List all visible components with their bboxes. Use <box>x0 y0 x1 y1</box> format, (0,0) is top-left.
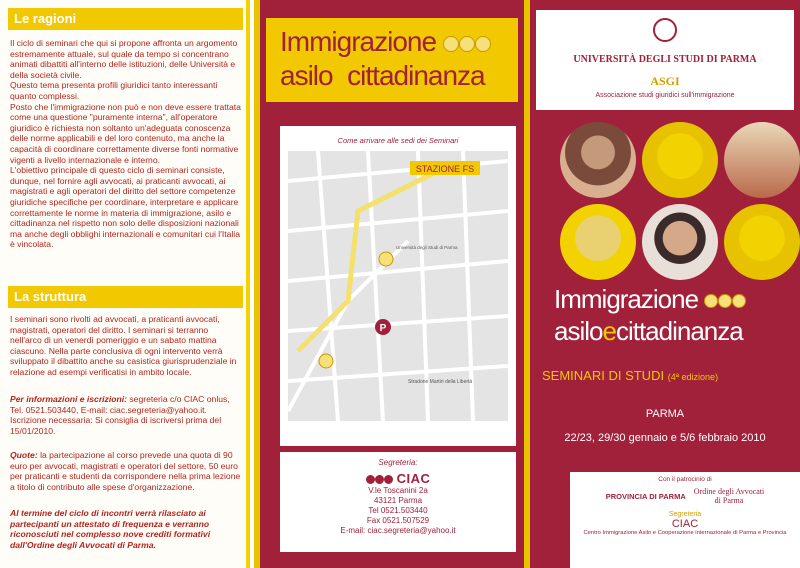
ciac-fax: Fax 0521.507529 <box>366 516 430 526</box>
city-map[interactable] <box>288 151 508 421</box>
ciac-tel: Tel 0521.503440 <box>368 506 428 516</box>
info-label: Per informazioni e iscrizioni: <box>10 394 127 404</box>
info-text <box>10 394 242 436</box>
middle-title-asilo: asilo <box>280 60 333 91</box>
quote-label: Quote: <box>10 450 38 460</box>
photo-circle <box>642 204 718 280</box>
ciac-email[interactable]: E-mail: ciac.segreteria@yahoo.it <box>340 526 456 536</box>
edition-label: (4ª edizione) <box>667 372 719 382</box>
provincia-logo: PROVINCIA DI PARMA <box>605 491 686 501</box>
map-uni-label: Università degli Studi di Parma <box>396 245 458 250</box>
map-box <box>280 126 516 446</box>
asgi-logo: ASGI <box>650 74 680 88</box>
photo-circle <box>724 204 800 280</box>
seminari-label: SEMINARI DI STUDI <box>542 368 665 383</box>
ragioni-paragraph-4: L'obiettivo principale di questo ciclo di seminari consiste, dunque, nel fornire agli avvocati, ai praticanti avvocati, ai magistrati e agli operatori del diritto del settore competenze giuridiche specifiche per coordinare, interpretare e applicare correttamente le norme in materia di immigrazione, asilo e cittadinanza nel rispetto non solo delle disposizioni nazionali ma anche degli obblighi internazionali e comunitari cui l'Italia è vincolata. <box>10 165 240 250</box>
middle-title-line1 <box>280 26 491 58</box>
section-title-struttura: La struttura <box>8 286 243 308</box>
ordine-line1: Ordine degli Avvocati <box>693 487 765 496</box>
right-title-asilo: asilo <box>554 316 603 346</box>
university-name: UNIVERSITÀ DEGLI STUDI DI PARMA <box>573 54 757 65</box>
ragioni-paragraph-1: Il ciclo di seminari che qui si propone affronta un argomento estremamente attuale, sul quale da tempo si concentrano animati dibattiti all'interno delle istituzioni, delle Università e della società civile. <box>10 38 238 80</box>
dates-label: 22/23, 29/30 gennaio e 5/6 febbraio 2010 <box>564 432 766 444</box>
middle-title-cittadinanza: cittadinanza <box>347 60 485 91</box>
info-body: segreteria c/o CIAC onlus, Tel. 0521.503440, E-mail: ciac.segreteria@yahoo.it. Iscrizione necessaria: Si consiglia di iscriversi prima del 15/01/2010. <box>10 394 230 436</box>
quote-body: la partecipazione al corso prevede una quota di 90 euro per avvocati, magistrati e operatori del settore, 50 euro per praticanti e studenti da corrispondere nella prima lezione a titolo di contributo alle spese d'organizzazione. <box>10 450 241 492</box>
right-panel <box>530 0 800 568</box>
ciac-fullname: Centro Immigrazione Asilo e Cooperazione internazionale di Parma e Provincia <box>583 530 787 536</box>
patrocinio-box <box>570 472 800 568</box>
seminari-subtitle <box>542 368 792 383</box>
asgi-subtitle: Associazione studi giuridici sull'immigrazione <box>595 92 735 99</box>
right-title-cittadinanza: cittadinanza <box>615 316 743 346</box>
face-dot-icon <box>459 36 475 52</box>
ordine-logo <box>694 487 765 505</box>
struttura-paragraph: I seminari sono rivolti ad avvocati, a praticanti avvocati, magistrati, operatori del diritto. I seminari si terranno nell'arco di un venerdì pomeriggio e un sabato mattina ciascuno. Nella parte conclusiva di ogni intervento verrà sviluppato il dibattito anche su casistica giurisprudenziale in relazione ad esempi verificatisi in ambito locale. <box>10 314 237 377</box>
middle-title-word1: Immigrazione <box>280 26 437 57</box>
face-dot-icon <box>704 294 718 308</box>
middle-panel <box>254 0 530 568</box>
quote-text <box>10 450 242 492</box>
segreteria-label-right: Segreteria <box>668 511 702 518</box>
title-band <box>266 18 518 102</box>
map-caption: Come arrivare alle sedi dei Seminari <box>337 136 459 145</box>
right-title-line1 <box>554 284 746 315</box>
right-title-line2 <box>554 316 743 347</box>
right-title-word1: Immigrazione <box>554 284 699 314</box>
patrocinio-logos <box>570 487 800 505</box>
middle-title-line2 <box>280 60 485 92</box>
closing-text: Al termine del ciclo di incontri verrà rilasciato ai partecipanti un attestato di frequenza e verranno riconosciuti nel complesso nove crediti formativi dall'Ordine degli Avvocati di Parma. <box>10 508 211 550</box>
map-street-label: Stradone Martiri della Libertà <box>408 379 473 385</box>
ciac-logo-icon <box>375 475 384 484</box>
struttura-text <box>10 314 242 378</box>
section-title-ragioni: Le ragioni <box>8 8 243 30</box>
university-seal-icon <box>653 18 677 42</box>
right-title-e: e <box>602 316 616 346</box>
ciac-logo-icon <box>366 475 375 484</box>
face-dot-icon <box>718 294 732 308</box>
ciac-logo-icon <box>384 475 393 484</box>
face-dot-icon <box>475 36 491 52</box>
left-panel <box>0 0 250 568</box>
segreteria-box <box>280 452 516 552</box>
ragioni-text <box>10 38 242 250</box>
face-dot-icon <box>443 36 459 52</box>
ciac-address-2: 43121 Parma <box>373 496 423 506</box>
photo-circle <box>724 122 800 198</box>
photo-circle <box>560 204 636 280</box>
ragioni-paragraph-3: Posto che l'immigrazione non può e non deve essere trattata come una questione "puramente interna", all'operatore giuridico è richiesta non soltanto un'adeguata conoscenza delle norme applicabili e del loro contenuto, ma anche la capacità di coordinare correttamente diverse fonti normative vigenti a livello internazionale e interno. <box>10 101 241 165</box>
middle-title-e: e <box>332 60 348 91</box>
parking-label: P <box>379 323 387 334</box>
ciac-logo <box>280 471 516 486</box>
photo-circle <box>560 122 636 198</box>
city-label: PARMA <box>645 408 685 420</box>
patrocinio-label: Con il patrocinio di <box>658 476 712 483</box>
segreteria-label: Segreteria: <box>378 458 418 467</box>
ciac-address-1: V.le Toscanini 2a <box>368 486 428 496</box>
photo-circle <box>642 122 718 198</box>
ragioni-paragraph-2: Questo tema presenta profili giuridici tanto interessanti quanto complessi. <box>10 80 218 101</box>
face-dot-icon <box>732 294 746 308</box>
header-box <box>536 10 794 110</box>
street-map-svg <box>288 151 508 421</box>
map-station-label: STAZIONE FS <box>415 164 475 174</box>
ordine-line2: di Parma <box>714 496 744 505</box>
ciac-logo-text: CIAC <box>396 471 431 486</box>
ciac-name: CIAC <box>671 518 699 530</box>
